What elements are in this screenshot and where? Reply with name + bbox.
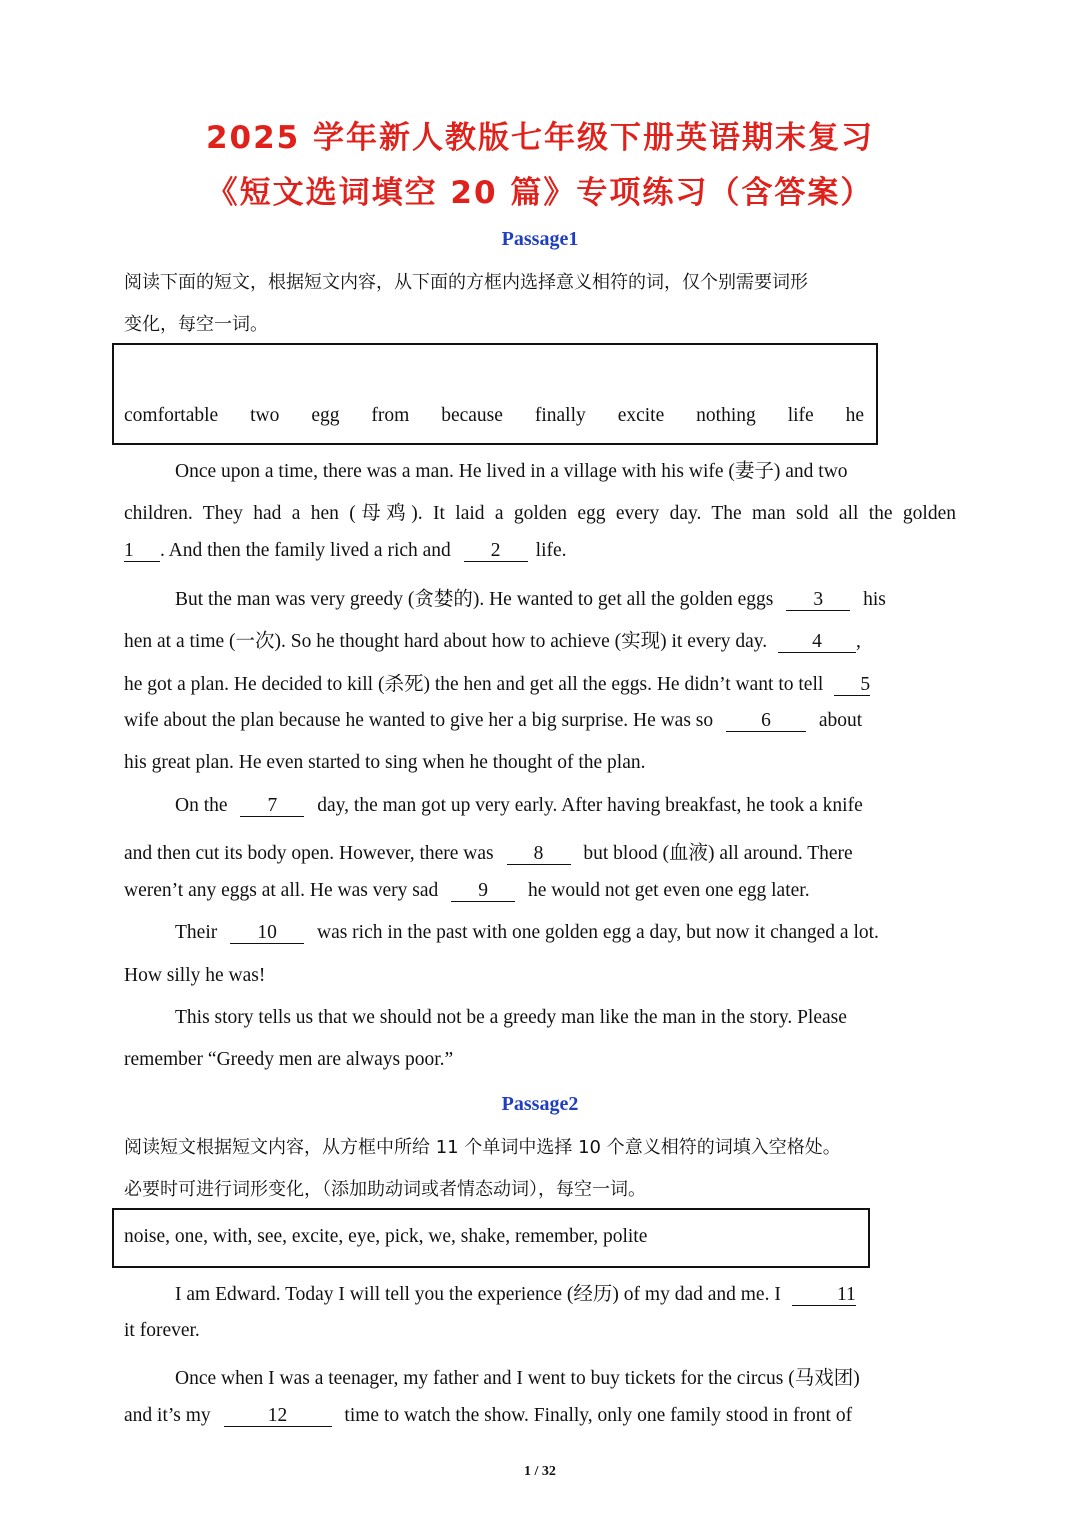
- document-title-line2: 《短文选词填空 20 篇》专项练习（含答案）: [206, 175, 874, 211]
- passage2-instruction-1: 阅读短文根据短文内容，从方框中所给 11 个单词中选择 10 个意义相符的词填入空格处。: [124, 1137, 841, 1158]
- word-bank-word: he: [845, 405, 864, 426]
- blank-10[interactable]: 10: [230, 923, 304, 944]
- blank-1[interactable]: 1: [124, 541, 160, 562]
- blank-8[interactable]: 8: [507, 844, 571, 865]
- word-bank-word: egg: [311, 405, 340, 426]
- paragraph-line: he got a plan. He decided to kill (杀死) the hen and get all the eggs. He didn’t want to tell 5: [124, 674, 871, 695]
- blank-6[interactable]: 6: [726, 711, 806, 732]
- paragraph-line: I am Edward. Today I will tell you the experience (经历) of my dad and me. I 11: [175, 1284, 856, 1305]
- blank-4[interactable]: 4: [778, 632, 856, 653]
- paragraph-line: hen at a time (一次). So he thought hard about how to achieve (实现) it every day. 4 ,: [124, 631, 861, 652]
- word-bank-word: two: [250, 405, 280, 426]
- paragraph-line: Their 10 was rich in the past with one golden egg a day, but now it changed a lot.: [175, 922, 879, 943]
- word-bank-word: nothing: [696, 405, 756, 426]
- passage1-instruction-1: 阅读下面的短文，根据短文内容，从下面的方框内选择意义相符的词，仅个别需要词形: [124, 272, 808, 293]
- paragraph-line: But the man was very greedy (贪婪的). He wanted to get all the golden eggs 3 his: [175, 589, 886, 610]
- blank-9[interactable]: 9: [451, 881, 515, 902]
- paragraph-line: How silly he was!: [124, 965, 266, 986]
- word-bank-box-1: [112, 343, 878, 445]
- word-bank-word: because: [441, 405, 503, 426]
- paragraph-line: and then cut its body open. However, there was 8 but blood (血液) all around. There: [124, 843, 853, 864]
- paragraph-line: wife about the plan because he wanted to give her a big surprise. He was so 6 about: [124, 710, 863, 731]
- blank-5[interactable]: 5: [834, 675, 870, 696]
- passage1-heading: Passage1: [501, 228, 579, 250]
- paragraph-line: On the 7 day, the man got up very early. After having breakfast, he took a knife: [175, 795, 863, 816]
- word-bank-word: comfortable: [124, 405, 219, 426]
- word-bank-word: from: [371, 405, 410, 426]
- passage1-instruction-2: 变化，每空一词。: [124, 314, 268, 335]
- word-bank-word: finally: [534, 405, 586, 426]
- word-bank-word: life: [787, 405, 814, 426]
- passage2-heading: Passage2: [501, 1093, 579, 1115]
- blank-2[interactable]: 2: [464, 541, 528, 562]
- blank-3[interactable]: 3: [786, 590, 850, 611]
- word-bank-word: excite: [617, 405, 665, 426]
- word-bank-2: noise, one, with, see, excite, eye, pick, we, shake, remember, polite: [124, 1226, 648, 1247]
- paragraph-line: and it’s my 12 time to watch the show. Finally, only one family stood in front of: [124, 1405, 853, 1426]
- paragraph-line: weren’t any eggs at all. He was very sad 9 he would not get even one egg later.: [124, 880, 810, 901]
- passage2-instruction-2: 必要时可进行词形变化，（添加助动词或者情态动词），每空一词。: [124, 1179, 646, 1200]
- paragraph-line: remember “Greedy men are always poor.”: [124, 1049, 454, 1070]
- paragraph-line: Once upon a time, there was a man. He lived in a village with his wife (妻子) and two: [175, 461, 848, 482]
- paragraph-line: his great plan. He even started to sing when he thought of the plan.: [124, 752, 646, 773]
- blank-12[interactable]: 12: [224, 1406, 332, 1427]
- blank-7[interactable]: 7: [240, 796, 304, 817]
- paragraph-line: children. They had a hen (母鸡). It laid a golden egg every day. The man sold all the golden: [124, 503, 956, 524]
- blank-11[interactable]: 11: [792, 1285, 856, 1306]
- word-bank-1: [124, 405, 864, 427]
- page-number: 1 / 32: [524, 1464, 556, 1479]
- paragraph-line: it forever.: [124, 1320, 200, 1341]
- document-title-line1: 2025 学年新人教版七年级下册英语期末复习: [205, 120, 875, 156]
- paragraph-line: Once when I was a teenager, my father and I went to buy tickets for the circus (马戏团): [175, 1368, 860, 1389]
- paragraph-line: 1 . And then the family lived a rich and 2 life.: [124, 540, 567, 561]
- paragraph-line: This story tells us that we should not be a greedy man like the man in the story. Please: [175, 1007, 847, 1028]
